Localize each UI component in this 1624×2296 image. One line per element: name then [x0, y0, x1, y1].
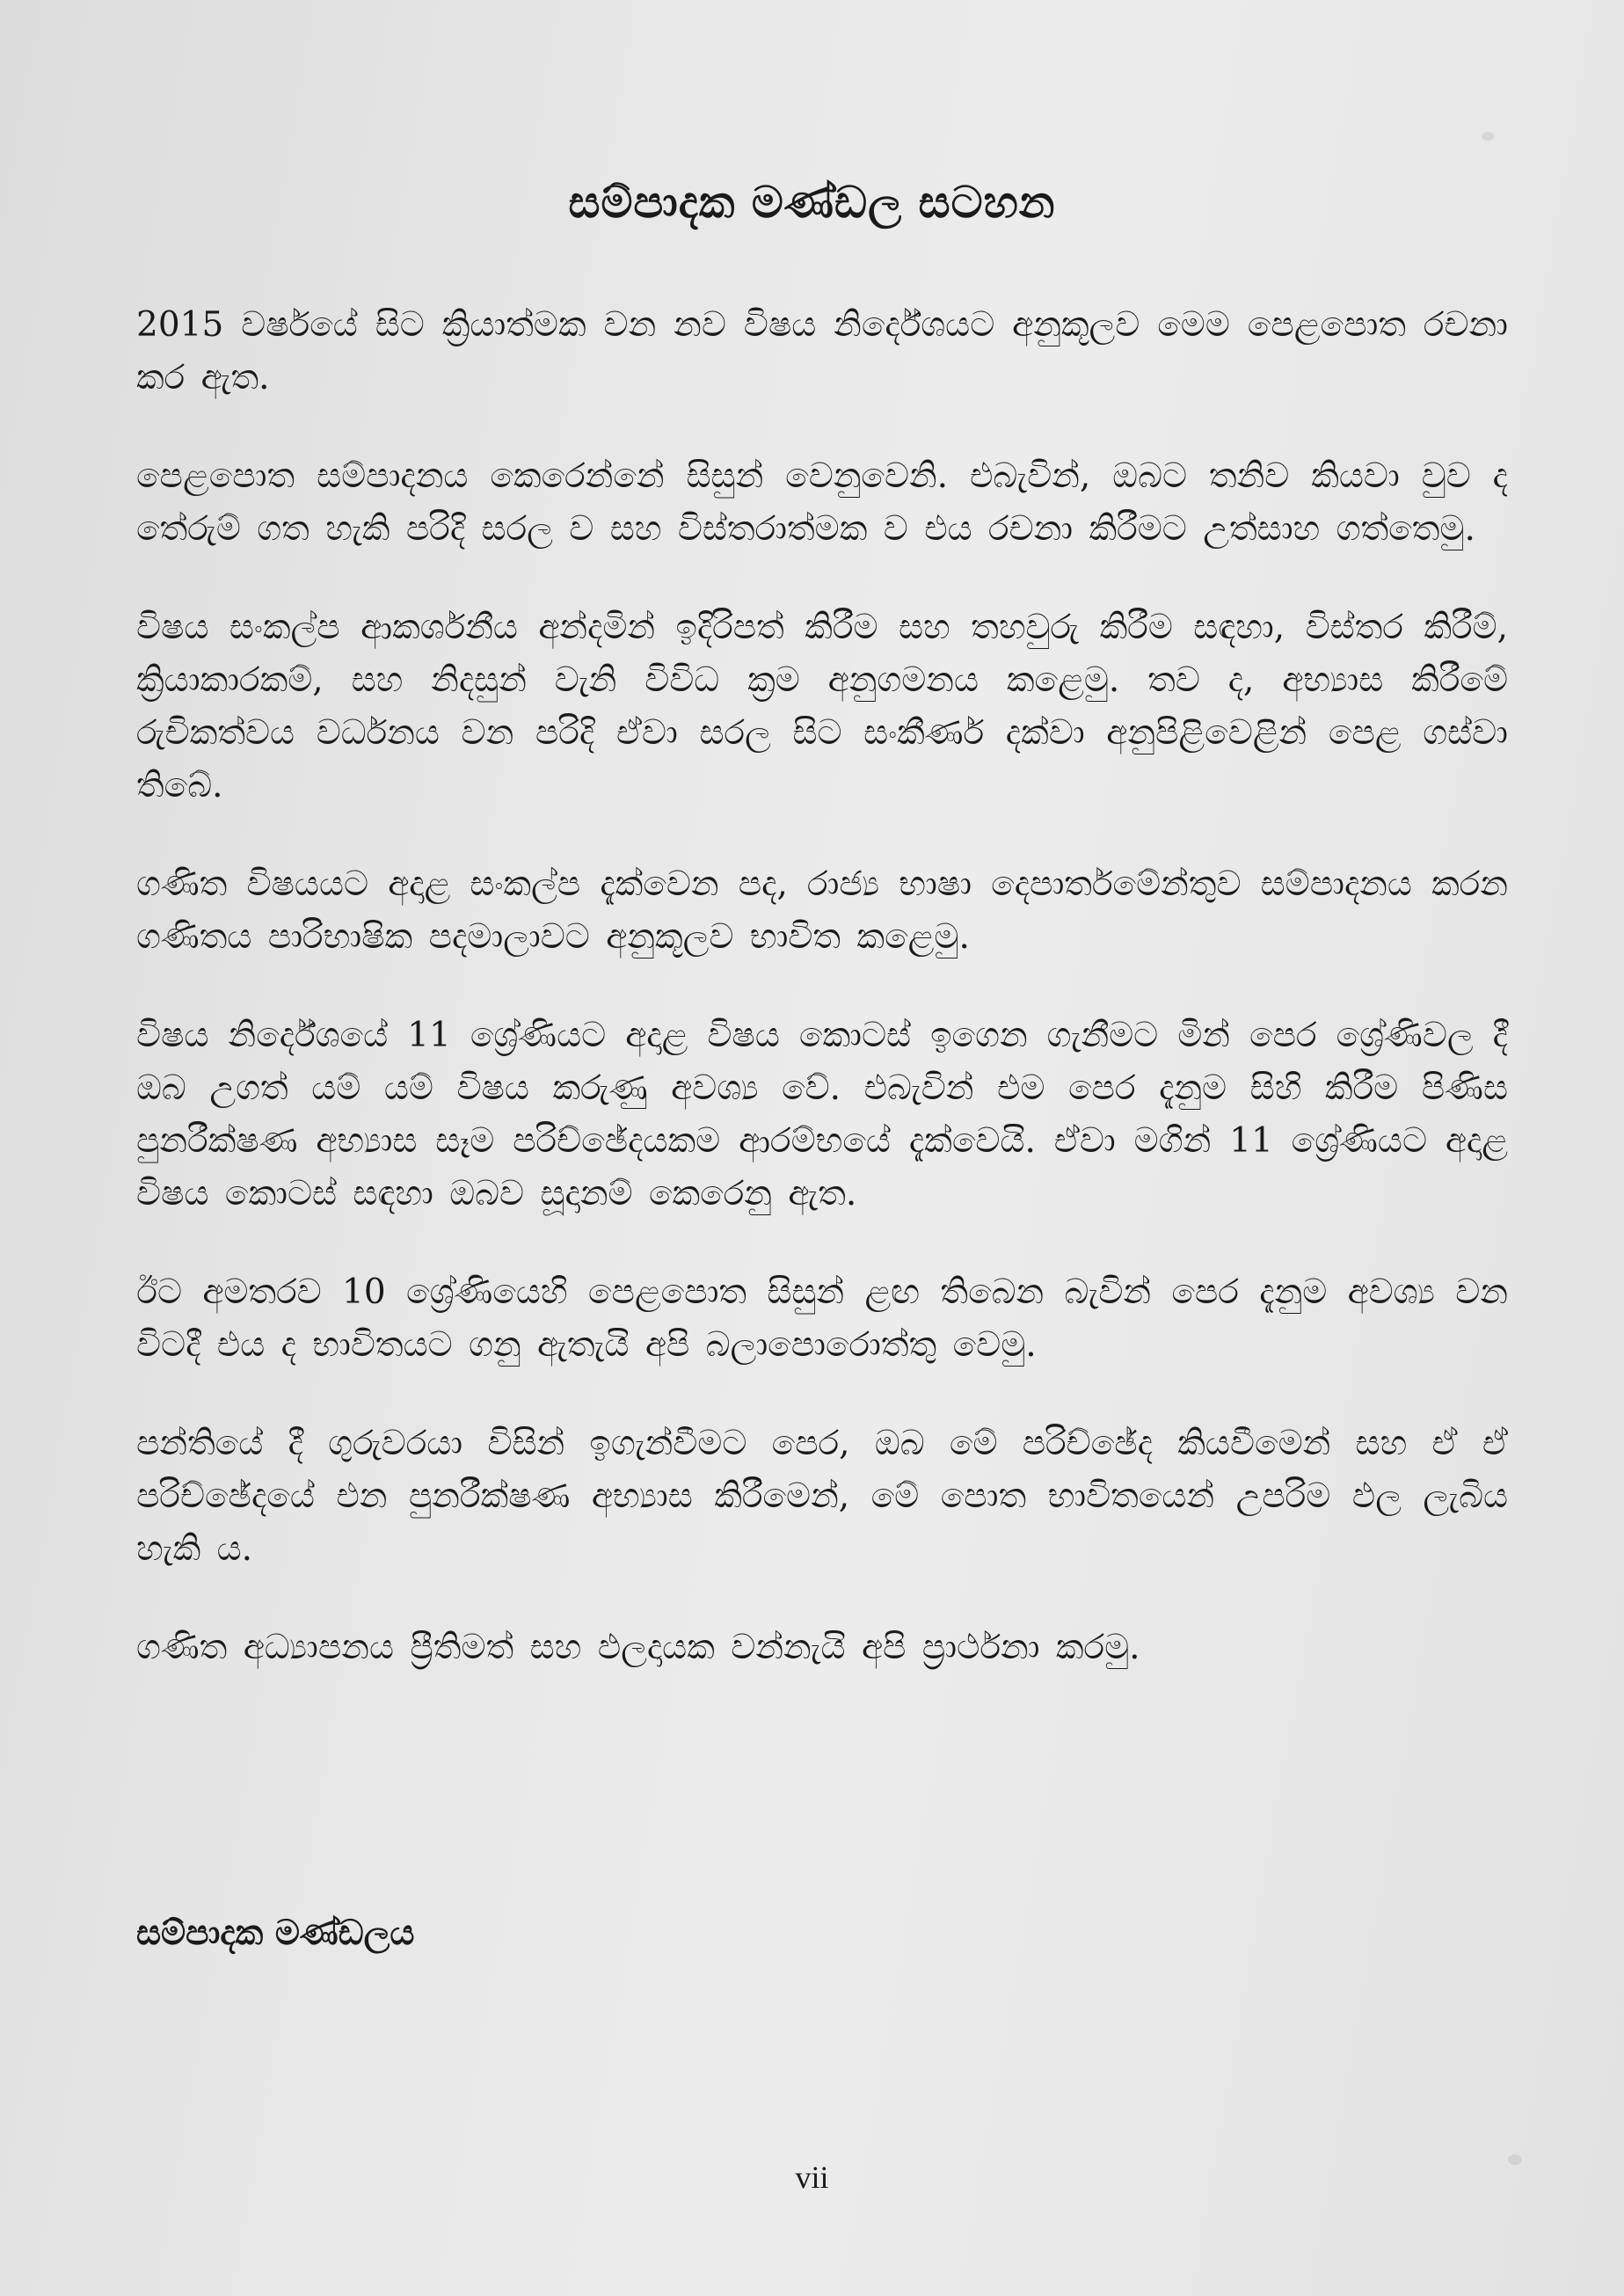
document-body — [136, 299, 1508, 1720]
paragraph-1: 2015 වර්ෂයේ සිට ක්‍රියාත්මක වන නව විෂය නිර්දේශයට අනුකූලව මෙම පෙළපොත රචනා කර ඇත. — [136, 305, 1508, 397]
page-number: vii — [795, 2160, 829, 2195]
paragraph-7: පන්තියේ දී ගුරුවරයා විසින් ඉගැන්වීමට පෙර, ඔබ මේ පරිච්ඡේද කියවීමෙන් සහ ඒ ඒ පරිච්ඡේදයේ එන පුනරීක්ෂණ අභ්‍යාස කිරීමෙන්, මේ පොත භාවිතයෙන් උපරිම ඵල ලැබිය හැකි ය. — [136, 1424, 1508, 1569]
paragraph-5: විෂය නිර්දේශයේ 11 ශ්‍රේණියට අදාළ විෂය කොටස් ඉගෙන ගැනීමට මින් පෙර ශ්‍රේණිවල දී ඔබ උගත් යම් යම් විෂය කරුණු අවශ්‍ය වේ. එබැවින් එම පෙර දැනුම සිහි කිරීම පිණිස පුනරීක්ෂණ අභ්‍යාස සෑම පරිච්ඡේදයකම ආරම්භයේ දැක්වෙයි. ඒවා මගින් 11 ශ්‍රේණියට අදාළ විෂය කොටස් සඳහා ඔබව සූදානම් කෙරෙනු ඇත. — [136, 1016, 1508, 1214]
paragraph-8: ගණිත අධ්‍යාපනය ප්‍රීතිමත් සහ ඵලදායක වන්නැයි අපි ප්‍රාර්ථනා කරමු. — [136, 1628, 1140, 1667]
paragraph-6: ඊට අමතරව 10 ශ්‍රේණියෙහි පෙළපොත සිසුන් ළඟ තිබෙන බැවින් පෙර දැනුම අවශ්‍ය වන විටදී එය ද භාවිතයට ගනු ඇතැයි අපි බලාපොරොත්තු වෙමු. — [136, 1272, 1508, 1365]
page-title: සම්පාදක මණ්ඩල සටහන — [568, 176, 1056, 228]
signature: සම්පාදක මණ්ඩලය — [136, 1913, 415, 1953]
page-mark — [1482, 132, 1494, 141]
paragraph-3: විෂය සංකල්ප ආකර්ශනීය අන්දමින් ඉදිරිපත් කිරීම සහ තහවුරු කිරීම සඳහා, විස්තර කිරීම්, ක්‍රියාකාරකම්, සහ නිදසුන් වැනි විවිධ ක්‍රම අනුගමනය කළෙමු. තව ද, අභ්‍යාස කිරීමේ රුචිකත්වය වර්ධනය වන පරිදි ඒවා සරල සිට සංකීර්ණ දක්වා අනුපිළිවෙළින් පෙළ ගස්වා තිබේ. — [136, 608, 1508, 805]
paragraph-2: පෙළපොත සම්පාදනය කෙරෙන්නේ සිසුන් වෙනුවෙනි. එබැවින්, ඔබට තනිව කියවා වුව ද තේරුම් ගත හැකි පරිදි සරල ව සහ විස්තරාත්මක ව එය රචනා කිරීමට උත්සාහ ගත්තෙමු. — [136, 456, 1508, 549]
paragraph-4: ගණිත විෂයයට අදාළ සංකල්ප දැක්වෙන පද, රාජ්‍ය භාෂා දෙපාර්තමේන්තුව සම්පාදනය කරන ගණිතය පාරිභාෂික පදමාලාවට අනුකූලව භාවිත කළෙමු. — [136, 864, 1508, 957]
